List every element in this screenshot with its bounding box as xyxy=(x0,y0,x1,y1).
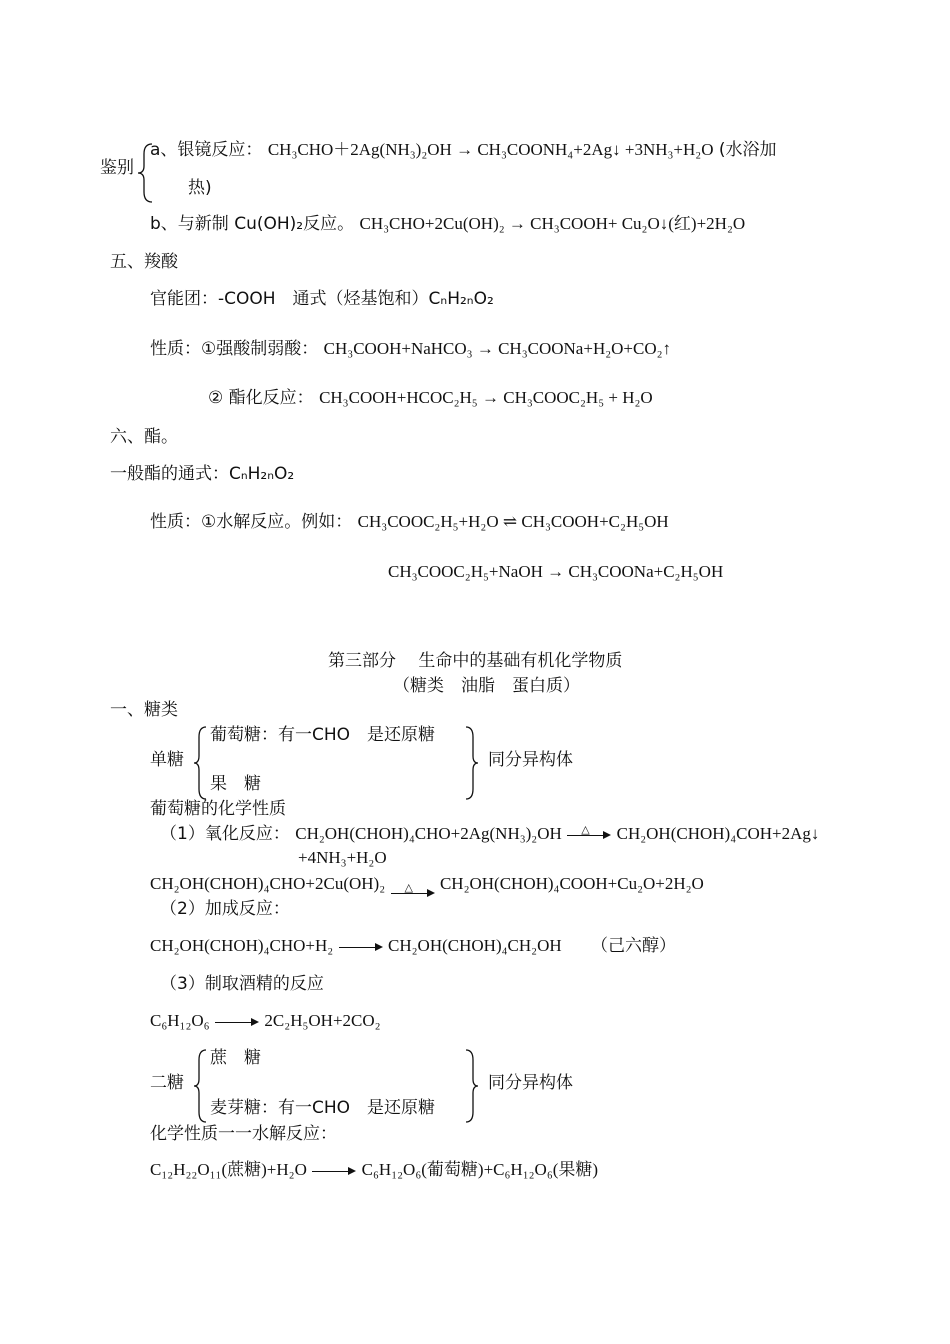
fermentation-label: （3）制取酒精的反应 xyxy=(160,974,324,994)
ox-eq1-cont: +4NH₃+H₂O xyxy=(298,848,387,867)
ox-eq1-left: CH₂OH(CHOH)₄CHO+2Ag(NH₃)₂OH xyxy=(295,824,562,843)
arrow-icon: △ xyxy=(391,885,435,901)
hydrolysis-title: 化学性质一一水解反应： xyxy=(150,1124,337,1144)
ester-reaction xyxy=(208,387,653,409)
arrow-icon: △ xyxy=(567,827,611,843)
label-ertang: 二糖 xyxy=(150,1073,184,1093)
p2-label: ② 酯化反应： xyxy=(208,388,314,408)
b-equation: CH₃CHO+2Cu(OH)₂ → CH₃COOH+ Cu₂O↓(红)+2H₂O xyxy=(359,214,746,233)
hydrolysis-eq1: CH₃COOC₂H₅+H₂O ⇌ CH₃COOH+C₂H₅OH xyxy=(357,512,669,531)
add-eq-left: CH₂OH(CHOH)₄CHO+H₂ xyxy=(150,936,334,955)
addition-label: （2）加成反应： xyxy=(160,899,290,919)
a-note-cont: 热) xyxy=(188,178,212,198)
ox-eq2-left: CH₂OH(CHOH)₄CHO+2Cu(OH)₂ xyxy=(150,874,386,893)
ox-eq2-line xyxy=(150,873,704,895)
acid-property xyxy=(150,338,671,360)
p1-label: 性质：①强酸制弱酸： xyxy=(150,339,319,359)
cuoh-line xyxy=(150,213,745,235)
section6-title: 六、酯。 xyxy=(110,427,178,447)
b-label: b、与新制 Cu(OH)₂反应。 xyxy=(150,214,355,234)
sugar-title: 一、糖类 xyxy=(110,700,178,720)
hydrolysis-line xyxy=(150,511,669,533)
arrow-icon xyxy=(312,1163,356,1179)
di-left-brace xyxy=(192,1048,208,1124)
arrow-icon xyxy=(215,1014,259,1030)
hydro-left: C₁₂H₂₂O₁₁(蔗糖)+H₂O xyxy=(150,1160,307,1179)
p1-equation: CH₃COOH+NaHCO₃ → CH₃COONa+H₂O+CO₂↑ xyxy=(323,339,672,358)
section5-title: 五、羧酸 xyxy=(110,252,178,272)
oxidation-line xyxy=(160,823,819,845)
ox-eq2-right: CH₂OH(CHOH)₄COOH+Cu₂O+2H₂O xyxy=(439,874,704,893)
ferm-right: 2C₂H₅OH+2CO₂ xyxy=(264,1011,381,1030)
ox-eq1-right: CH₂OH(CHOH)₄COH+2Ag↓ xyxy=(616,824,820,843)
ferm-left: C₆H₁₂O₆ xyxy=(150,1011,210,1030)
hydro-right: C₆H₁₂O₆(葡萄糖)+C₆H₁₂O₆(果糖) xyxy=(361,1160,599,1179)
a-label: a、银镜反应： xyxy=(150,140,263,160)
di-right-brace xyxy=(464,1048,480,1124)
ox-label: （1）氧化反应： xyxy=(160,824,290,844)
label-jianbie: 鉴别 xyxy=(100,158,134,178)
mono-left-brace xyxy=(192,725,208,801)
hydrolysis-eq2: CH₃COOC₂H₅+NaOH → CH₃COONa+C₂H₅OH xyxy=(388,562,724,581)
sucrose-hydrolysis-line xyxy=(150,1159,598,1181)
isomer-label-2: 同分异构体 xyxy=(488,1073,573,1093)
a-note: (水浴加 xyxy=(718,140,777,160)
a-equation: CH₃CHO＋2Ag(NH₃)₂OH → CH₃COONH₄+2Ag↓ +3NH₃+H₂O xyxy=(267,140,714,159)
isomer-label-1: 同分异构体 xyxy=(488,750,573,770)
mono-right-brace xyxy=(464,725,480,801)
hydrolysis-label: 性质：①水解反应。例如： xyxy=(150,512,353,532)
part3-title: 第三部分 生命中的基础有机化学物质 xyxy=(328,651,623,671)
ester-formula: 一般酯的通式：CₙH₂ₙO₂ xyxy=(110,464,295,484)
glucose-desc: 葡萄糖：有一CHO 是还原糖 xyxy=(210,725,436,745)
add-eq-right: CH₂OH(CHOH)₄CH₂OH xyxy=(388,936,562,955)
add-note: （己六醇） xyxy=(591,936,677,956)
silver-mirror-line xyxy=(150,139,777,161)
fructose-label: 果 糖 xyxy=(210,774,261,794)
carboxyl-func: 官能团：-COOH 通式（烃基饱和）CₙH₂ₙO₂ xyxy=(150,289,494,309)
arrow-icon xyxy=(339,939,383,955)
label-dantang: 单糖 xyxy=(150,750,184,770)
p2-equation: CH₃COOH+HCOC₂H₅ → CH₃COOC₂H₅ + H₂O xyxy=(319,388,653,407)
maltose-desc: 麦芽糖：有一CHO 是还原糖 xyxy=(210,1098,436,1118)
fermentation-line xyxy=(150,1010,381,1032)
sucrose-label: 蔗 糖 xyxy=(210,1048,261,1068)
glucose-chem-title: 葡萄糖的化学性质 xyxy=(150,799,286,819)
part3-subtitle: （糖类 油脂 蛋白质） xyxy=(393,676,580,696)
addition-line xyxy=(150,935,676,957)
